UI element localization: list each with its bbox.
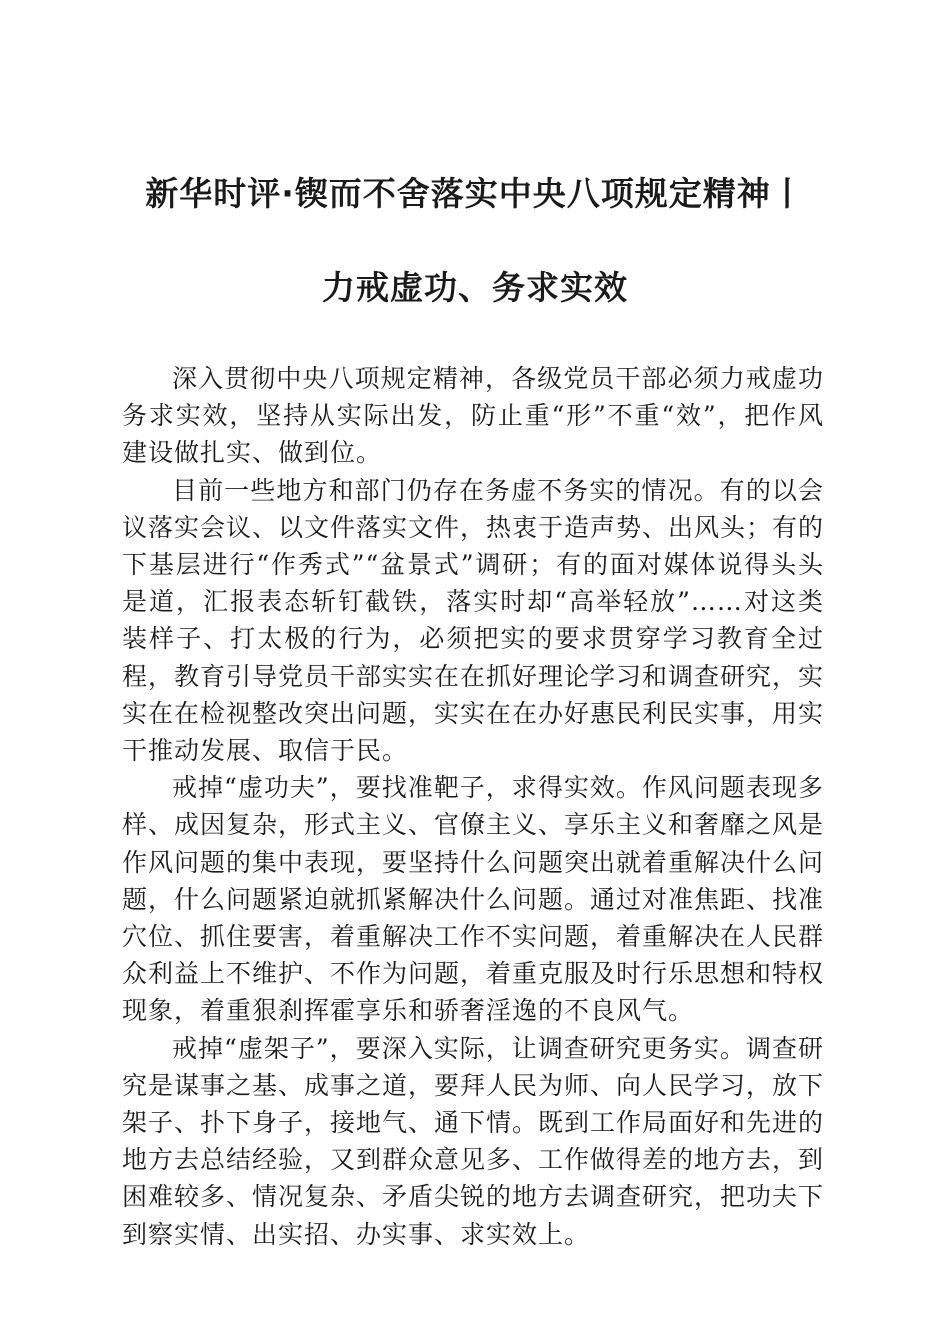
document-body [122, 360, 824, 1253]
paragraph: 深入贯彻中央八项规定精神，各级党员干部必须力戒虚功务求实效，坚持从实际出发，防止重“形”不重“效”，把作风建设做扎实、做到位。 [122, 364, 824, 468]
document-title-line-1: 新华时评·锲而不舍落实中央八项规定精神丨 [145, 174, 805, 213]
document-title-line-2: 力戒虚功、务求实效 [322, 268, 628, 307]
paragraph: 戒掉“虚功夫”，要找准靶子，求得实效。作风问题表现多样、成因复杂，形式主义、官僚主义、享乐主义和奢靡之风是作风问题的集中表现，要坚持什么问题突出就着重解决什么问题，什么问题紧迫就抓紧解决什么问题。通过对准焦距、找准穴位、抓住要害，着重解决工作不实问题，着重解决在人民群众利益上不维护、不作为问题，着重克服及时行乐思想和特权现象，着重狠刹挥霍享乐和骄奢淫逸的不良风气。 [122, 773, 825, 1026]
paragraph: 戒掉“虚架子”，要深入实际，让调查研究更务实。调查研究是谋事之基、成事之道，要拜人民为师、向人民学习，放下架子、扑下身子，接地气、通下情。既到工作局面好和先进的地方去总结经验，又到群众意见多、工作做得差的地方去，到困难较多、情况复杂、矛盾尖锐的地方去调查研究，把功夫下到察实情、出实招、办实事、求实效上。 [122, 1033, 825, 1249]
paragraph: 目前一些地方和部门仍存在务虚不务实的情况。有的以会议落实会议、以文件落实文件，热衷于造声势、出风头；有的下基层进行“作秀式”“盆景式”调研；有的面对媒体说得头头是道，汇报表态斩钉截铁，落实时却“高举轻放”……对这类装样子、打太极的行为，必须把实的要求贯穿学习教育全过程，教育引导党员干部实实在在抓好理论学习和调查研究，实实在在检视整改突出问题，实实在在办好惠民利民实事，用实干推动发展、取信于民。 [122, 475, 825, 766]
